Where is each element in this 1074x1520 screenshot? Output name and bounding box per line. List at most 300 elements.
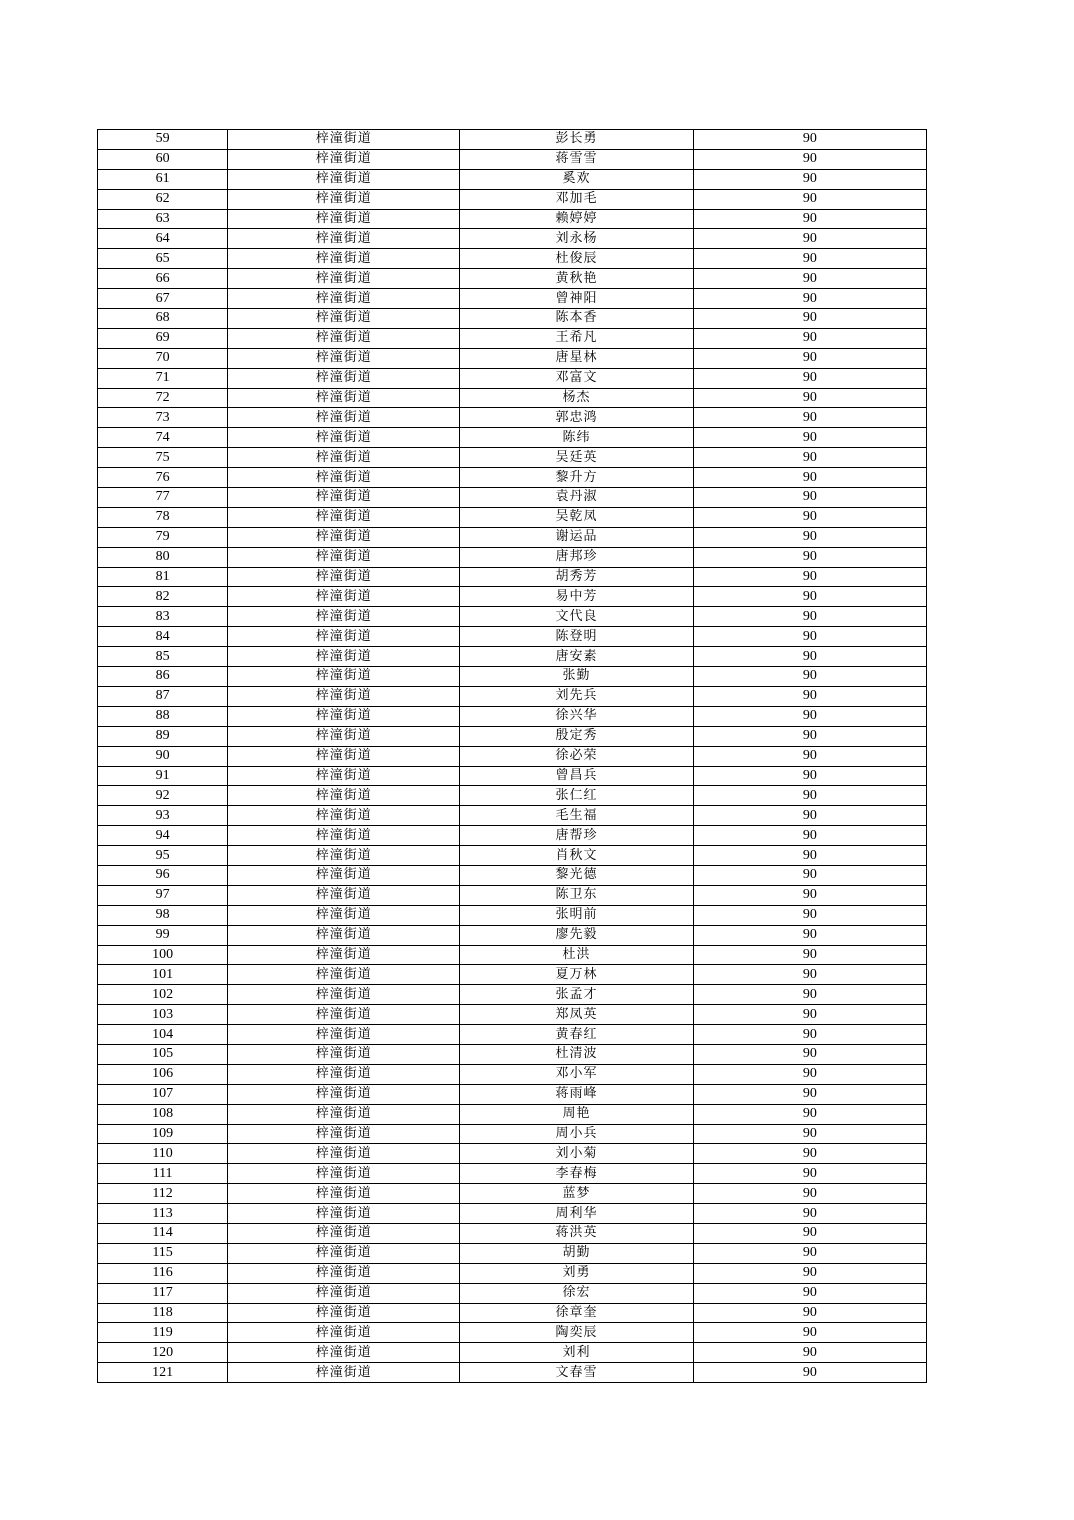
row-number-cell: 75 — [98, 448, 228, 468]
street-cell: 梓潼街道 — [228, 169, 460, 189]
table-row — [98, 1144, 927, 1164]
table-row — [98, 846, 927, 866]
table-row — [98, 328, 927, 348]
table-row — [98, 1283, 927, 1303]
score-cell: 90 — [693, 468, 926, 488]
street-cell: 梓潼街道 — [228, 1025, 460, 1045]
street-cell: 梓潼街道 — [228, 547, 460, 567]
street-cell: 梓潼街道 — [228, 448, 460, 468]
score-cell: 90 — [693, 905, 926, 925]
score-cell: 90 — [693, 547, 926, 567]
row-number-cell: 80 — [98, 547, 228, 567]
score-cell: 90 — [693, 348, 926, 368]
table-row — [98, 448, 927, 468]
score-cell: 90 — [693, 189, 926, 209]
person-name-cell: 杨杰 — [460, 388, 693, 408]
score-cell: 90 — [693, 448, 926, 468]
score-cell: 90 — [693, 1204, 926, 1224]
person-name-cell: 陶奕辰 — [460, 1323, 693, 1343]
table-row — [98, 746, 927, 766]
street-cell: 梓潼街道 — [228, 249, 460, 269]
row-number-cell: 83 — [98, 607, 228, 627]
street-cell: 梓潼街道 — [228, 1124, 460, 1144]
table-row — [98, 806, 927, 826]
person-name-cell: 郑凤英 — [460, 1005, 693, 1025]
score-cell: 90 — [693, 1044, 926, 1064]
person-name-cell: 周小兵 — [460, 1124, 693, 1144]
score-cell: 90 — [693, 945, 926, 965]
row-number-cell: 68 — [98, 309, 228, 329]
table-row — [98, 289, 927, 309]
score-cell: 90 — [693, 587, 926, 607]
score-cell: 90 — [693, 1223, 926, 1243]
person-name-cell: 徐兴华 — [460, 706, 693, 726]
street-cell: 梓潼街道 — [228, 885, 460, 905]
roster-table — [97, 129, 927, 1383]
person-name-cell: 唐星林 — [460, 348, 693, 368]
score-cell: 90 — [693, 1164, 926, 1184]
score-cell: 90 — [693, 1263, 926, 1283]
street-cell: 梓潼街道 — [228, 667, 460, 687]
row-number-cell: 111 — [98, 1164, 228, 1184]
row-number-cell: 103 — [98, 1005, 228, 1025]
table-row — [98, 905, 927, 925]
score-cell: 90 — [693, 328, 926, 348]
street-cell: 梓潼街道 — [228, 826, 460, 846]
person-name-cell: 曾昌兵 — [460, 766, 693, 786]
person-name-cell: 徐章奎 — [460, 1303, 693, 1323]
street-cell: 梓潼街道 — [228, 865, 460, 885]
score-cell: 90 — [693, 766, 926, 786]
table-row — [98, 1343, 927, 1363]
score-cell: 90 — [693, 1025, 926, 1045]
street-cell: 梓潼街道 — [228, 289, 460, 309]
score-cell: 90 — [693, 149, 926, 169]
street-cell: 梓潼街道 — [228, 189, 460, 209]
score-cell: 90 — [693, 985, 926, 1005]
person-name-cell: 黄秋艳 — [460, 269, 693, 289]
person-name-cell: 邓加毛 — [460, 189, 693, 209]
person-name-cell: 蒋洪英 — [460, 1223, 693, 1243]
street-cell: 梓潼街道 — [228, 368, 460, 388]
street-cell: 梓潼街道 — [228, 130, 460, 150]
score-cell: 90 — [693, 408, 926, 428]
street-cell: 梓潼街道 — [228, 269, 460, 289]
street-cell: 梓潼街道 — [228, 428, 460, 448]
row-number-cell: 118 — [98, 1303, 228, 1323]
street-cell: 梓潼街道 — [228, 468, 460, 488]
person-name-cell: 周艳 — [460, 1104, 693, 1124]
row-number-cell: 73 — [98, 408, 228, 428]
street-cell: 梓潼街道 — [228, 1184, 460, 1204]
person-name-cell: 蓝梦 — [460, 1184, 693, 1204]
table-row — [98, 408, 927, 428]
score-cell: 90 — [693, 1363, 926, 1383]
table-row — [98, 1184, 927, 1204]
person-name-cell: 邓富文 — [460, 368, 693, 388]
person-name-cell: 郭忠鸿 — [460, 408, 693, 428]
table-row — [98, 507, 927, 527]
street-cell: 梓潼街道 — [228, 846, 460, 866]
table-row — [98, 1084, 927, 1104]
score-cell: 90 — [693, 289, 926, 309]
table-row — [98, 1303, 927, 1323]
score-cell: 90 — [693, 746, 926, 766]
score-cell: 90 — [693, 1243, 926, 1263]
table-row — [98, 428, 927, 448]
table-row — [98, 786, 927, 806]
row-number-cell: 101 — [98, 965, 228, 985]
score-cell: 90 — [693, 1005, 926, 1025]
table-row — [98, 766, 927, 786]
table-row — [98, 667, 927, 687]
street-cell: 梓潼街道 — [228, 488, 460, 508]
street-cell: 梓潼街道 — [228, 965, 460, 985]
table-row — [98, 149, 927, 169]
person-name-cell: 蒋雪雪 — [460, 149, 693, 169]
person-name-cell: 陈登明 — [460, 627, 693, 647]
person-name-cell: 赖婷婷 — [460, 209, 693, 229]
table-row — [98, 488, 927, 508]
street-cell: 梓潼街道 — [228, 149, 460, 169]
row-number-cell: 89 — [98, 726, 228, 746]
table-row — [98, 627, 927, 647]
score-cell: 90 — [693, 169, 926, 189]
street-cell: 梓潼街道 — [228, 945, 460, 965]
row-number-cell: 99 — [98, 925, 228, 945]
row-number-cell: 94 — [98, 826, 228, 846]
score-cell: 90 — [693, 488, 926, 508]
row-number-cell: 100 — [98, 945, 228, 965]
street-cell: 梓潼街道 — [228, 706, 460, 726]
table-row — [98, 130, 927, 150]
street-cell: 梓潼街道 — [228, 1243, 460, 1263]
score-cell: 90 — [693, 269, 926, 289]
street-cell: 梓潼街道 — [228, 1263, 460, 1283]
person-name-cell: 邓小军 — [460, 1064, 693, 1084]
table-row — [98, 826, 927, 846]
street-cell: 梓潼街道 — [228, 905, 460, 925]
person-name-cell: 刘先兵 — [460, 686, 693, 706]
street-cell: 梓潼街道 — [228, 1084, 460, 1104]
score-cell: 90 — [693, 647, 926, 667]
person-name-cell: 肖秋文 — [460, 846, 693, 866]
row-number-cell: 62 — [98, 189, 228, 209]
score-cell: 90 — [693, 786, 926, 806]
score-cell: 90 — [693, 885, 926, 905]
person-name-cell: 杜洪 — [460, 945, 693, 965]
table-row — [98, 368, 927, 388]
row-number-cell: 84 — [98, 627, 228, 647]
score-cell: 90 — [693, 965, 926, 985]
person-name-cell: 张仁红 — [460, 786, 693, 806]
score-cell: 90 — [693, 667, 926, 687]
person-name-cell: 刘利 — [460, 1343, 693, 1363]
street-cell: 梓潼街道 — [228, 408, 460, 428]
row-number-cell: 95 — [98, 846, 228, 866]
row-number-cell: 120 — [98, 1343, 228, 1363]
table-row — [98, 1363, 927, 1383]
table-row — [98, 1124, 927, 1144]
row-number-cell: 114 — [98, 1223, 228, 1243]
street-cell: 梓潼街道 — [228, 1144, 460, 1164]
street-cell: 梓潼街道 — [228, 587, 460, 607]
table-row — [98, 647, 927, 667]
row-number-cell: 117 — [98, 1283, 228, 1303]
score-cell: 90 — [693, 209, 926, 229]
street-cell: 梓潼街道 — [228, 567, 460, 587]
table-row — [98, 706, 927, 726]
street-cell: 梓潼街道 — [228, 925, 460, 945]
row-number-cell: 86 — [98, 667, 228, 687]
row-number-cell: 66 — [98, 269, 228, 289]
table-row — [98, 169, 927, 189]
row-number-cell: 77 — [98, 488, 228, 508]
score-cell: 90 — [693, 567, 926, 587]
person-name-cell: 徐宏 — [460, 1283, 693, 1303]
table-row — [98, 587, 927, 607]
row-number-cell: 110 — [98, 1144, 228, 1164]
row-number-cell: 74 — [98, 428, 228, 448]
row-number-cell: 67 — [98, 289, 228, 309]
score-cell: 90 — [693, 527, 926, 547]
person-name-cell: 唐邦珍 — [460, 547, 693, 567]
score-cell: 90 — [693, 388, 926, 408]
person-name-cell: 陈本香 — [460, 309, 693, 329]
table-row — [98, 1263, 927, 1283]
score-cell: 90 — [693, 507, 926, 527]
score-cell: 90 — [693, 1124, 926, 1144]
person-name-cell: 袁丹淑 — [460, 488, 693, 508]
row-number-cell: 102 — [98, 985, 228, 1005]
row-number-cell: 93 — [98, 806, 228, 826]
street-cell: 梓潼街道 — [228, 746, 460, 766]
table-row — [98, 1223, 927, 1243]
row-number-cell: 92 — [98, 786, 228, 806]
table-row — [98, 1025, 927, 1045]
person-name-cell: 唐帮珍 — [460, 826, 693, 846]
table-row — [98, 348, 927, 368]
score-cell: 90 — [693, 686, 926, 706]
row-number-cell: 61 — [98, 169, 228, 189]
table-row — [98, 1005, 927, 1025]
row-number-cell: 78 — [98, 507, 228, 527]
row-number-cell: 108 — [98, 1104, 228, 1124]
table-row — [98, 726, 927, 746]
table-row — [98, 885, 927, 905]
score-cell: 90 — [693, 846, 926, 866]
row-number-cell: 69 — [98, 328, 228, 348]
row-number-cell: 98 — [98, 905, 228, 925]
score-cell: 90 — [693, 1303, 926, 1323]
score-cell: 90 — [693, 826, 926, 846]
table-row — [98, 1104, 927, 1124]
row-number-cell: 65 — [98, 249, 228, 269]
table-row — [98, 945, 927, 965]
score-cell: 90 — [693, 1283, 926, 1303]
roster-table-body — [98, 130, 927, 1383]
table-row — [98, 567, 927, 587]
person-name-cell: 彭长勇 — [460, 130, 693, 150]
table-row — [98, 1044, 927, 1064]
street-cell: 梓潼街道 — [228, 348, 460, 368]
score-cell: 90 — [693, 428, 926, 448]
row-number-cell: 82 — [98, 587, 228, 607]
street-cell: 梓潼街道 — [228, 1005, 460, 1025]
person-name-cell: 奚欢 — [460, 169, 693, 189]
person-name-cell: 唐安素 — [460, 647, 693, 667]
person-name-cell: 廖先毅 — [460, 925, 693, 945]
person-name-cell: 吴乾凤 — [460, 507, 693, 527]
street-cell: 梓潼街道 — [228, 1044, 460, 1064]
table-row — [98, 547, 927, 567]
row-number-cell: 64 — [98, 229, 228, 249]
table-row — [98, 468, 927, 488]
table-row — [98, 249, 927, 269]
table-row — [98, 388, 927, 408]
row-number-cell: 113 — [98, 1204, 228, 1224]
table-row — [98, 269, 927, 289]
person-name-cell: 陈卫东 — [460, 885, 693, 905]
street-cell: 梓潼街道 — [228, 766, 460, 786]
person-name-cell: 张孟才 — [460, 985, 693, 1005]
score-cell: 90 — [693, 249, 926, 269]
row-number-cell: 60 — [98, 149, 228, 169]
street-cell: 梓潼街道 — [228, 1303, 460, 1323]
score-cell: 90 — [693, 925, 926, 945]
score-cell: 90 — [693, 368, 926, 388]
table-row — [98, 925, 927, 945]
table-row — [98, 985, 927, 1005]
street-cell: 梓潼街道 — [228, 1363, 460, 1383]
person-name-cell: 王希凡 — [460, 328, 693, 348]
person-name-cell: 杜清波 — [460, 1044, 693, 1064]
person-name-cell: 殷定秀 — [460, 726, 693, 746]
street-cell: 梓潼街道 — [228, 647, 460, 667]
score-cell: 90 — [693, 1064, 926, 1084]
person-name-cell: 刘勇 — [460, 1263, 693, 1283]
street-cell: 梓潼街道 — [228, 1323, 460, 1343]
street-cell: 梓潼街道 — [228, 328, 460, 348]
score-cell: 90 — [693, 1104, 926, 1124]
street-cell: 梓潼街道 — [228, 1064, 460, 1084]
street-cell: 梓潼街道 — [228, 1283, 460, 1303]
row-number-cell: 91 — [98, 766, 228, 786]
row-number-cell: 70 — [98, 348, 228, 368]
row-number-cell: 105 — [98, 1044, 228, 1064]
person-name-cell: 吴廷英 — [460, 448, 693, 468]
person-name-cell: 文代良 — [460, 607, 693, 627]
person-name-cell: 刘小菊 — [460, 1144, 693, 1164]
score-cell: 90 — [693, 130, 926, 150]
street-cell: 梓潼街道 — [228, 1164, 460, 1184]
row-number-cell: 79 — [98, 527, 228, 547]
row-number-cell: 96 — [98, 865, 228, 885]
street-cell: 梓潼街道 — [228, 806, 460, 826]
table-row — [98, 1204, 927, 1224]
person-name-cell: 杜俊辰 — [460, 249, 693, 269]
row-number-cell: 81 — [98, 567, 228, 587]
person-name-cell: 李春梅 — [460, 1164, 693, 1184]
table-row — [98, 1243, 927, 1263]
person-name-cell: 徐必荣 — [460, 746, 693, 766]
person-name-cell: 易中芳 — [460, 587, 693, 607]
table-row — [98, 865, 927, 885]
street-cell: 梓潼街道 — [228, 388, 460, 408]
street-cell: 梓潼街道 — [228, 786, 460, 806]
row-number-cell: 116 — [98, 1263, 228, 1283]
row-number-cell: 63 — [98, 209, 228, 229]
table-row — [98, 189, 927, 209]
table-row — [98, 309, 927, 329]
row-number-cell: 97 — [98, 885, 228, 905]
row-number-cell: 87 — [98, 686, 228, 706]
row-number-cell: 107 — [98, 1084, 228, 1104]
table-row — [98, 209, 927, 229]
score-cell: 90 — [693, 1144, 926, 1164]
row-number-cell: 88 — [98, 706, 228, 726]
person-name-cell: 刘永杨 — [460, 229, 693, 249]
score-cell: 90 — [693, 1343, 926, 1363]
table-row — [98, 607, 927, 627]
score-cell: 90 — [693, 309, 926, 329]
person-name-cell: 胡勤 — [460, 1243, 693, 1263]
score-cell: 90 — [693, 806, 926, 826]
row-number-cell: 115 — [98, 1243, 228, 1263]
street-cell: 梓潼街道 — [228, 985, 460, 1005]
person-name-cell: 张明前 — [460, 905, 693, 925]
street-cell: 梓潼街道 — [228, 607, 460, 627]
person-name-cell: 黄春红 — [460, 1025, 693, 1045]
score-cell: 90 — [693, 229, 926, 249]
person-name-cell: 黎光德 — [460, 865, 693, 885]
row-number-cell: 90 — [98, 746, 228, 766]
person-name-cell: 文春雪 — [460, 1363, 693, 1383]
street-cell: 梓潼街道 — [228, 507, 460, 527]
person-name-cell: 曾神阳 — [460, 289, 693, 309]
row-number-cell: 109 — [98, 1124, 228, 1144]
street-cell: 梓潼街道 — [228, 229, 460, 249]
street-cell: 梓潼街道 — [228, 1104, 460, 1124]
table-row — [98, 686, 927, 706]
row-number-cell: 106 — [98, 1064, 228, 1084]
person-name-cell: 张勤 — [460, 667, 693, 687]
person-name-cell: 夏万林 — [460, 965, 693, 985]
row-number-cell: 72 — [98, 388, 228, 408]
street-cell: 梓潼街道 — [228, 686, 460, 706]
score-cell: 90 — [693, 1084, 926, 1104]
person-name-cell: 毛生福 — [460, 806, 693, 826]
street-cell: 梓潼街道 — [228, 209, 460, 229]
street-cell: 梓潼街道 — [228, 627, 460, 647]
street-cell: 梓潼街道 — [228, 726, 460, 746]
street-cell: 梓潼街道 — [228, 309, 460, 329]
score-cell: 90 — [693, 1323, 926, 1343]
row-number-cell: 104 — [98, 1025, 228, 1045]
street-cell: 梓潼街道 — [228, 527, 460, 547]
person-name-cell: 蒋雨峰 — [460, 1084, 693, 1104]
table-row — [98, 1323, 927, 1343]
row-number-cell: 119 — [98, 1323, 228, 1343]
row-number-cell: 85 — [98, 647, 228, 667]
person-name-cell: 谢运品 — [460, 527, 693, 547]
street-cell: 梓潼街道 — [228, 1343, 460, 1363]
score-cell: 90 — [693, 706, 926, 726]
row-number-cell: 121 — [98, 1363, 228, 1383]
table-row — [98, 1164, 927, 1184]
table-row — [98, 229, 927, 249]
row-number-cell: 71 — [98, 368, 228, 388]
